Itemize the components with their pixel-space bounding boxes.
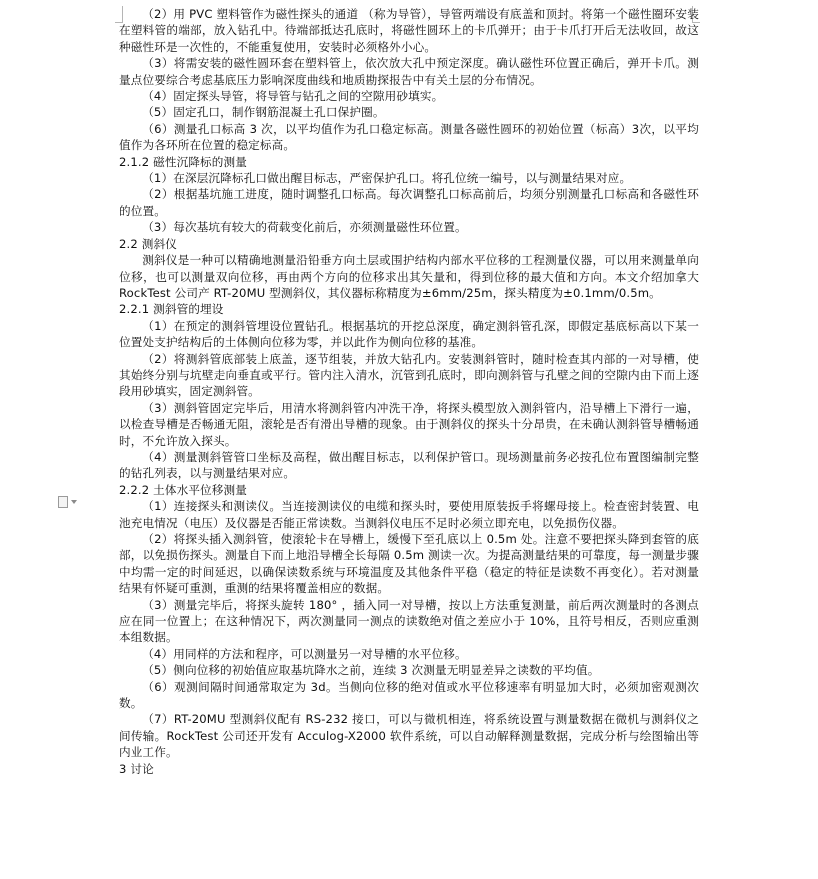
paragraph: （1）连接探头和测读仪。当连接测读仪的电缆和探头时，要使用原装扳手将螺母接上。检查密封装置、电池充电情况（电压）及仪器是否能正常读数。当测斜仪电压不足时必须立即充电，以免损伤仪器。 (119, 499, 699, 530)
paragraph: （3）测斜管固定完毕后，用清水将测斜管内冲洗干净，将探头模型放入测斜管内，沿导槽上下滑行一遍，以检查导槽是否畅通无阻，滚轮是否有滑出导槽的现象。由于测斜仪的探头十分昂贵，在未确认测斜管导槽畅通时，不允许放入探头。 (119, 400, 699, 448)
dropdown-arrow-icon[interactable] (71, 500, 77, 504)
section-heading: 3 讨论 (119, 761, 154, 776)
paragraph: （4）固定探头导管，将导管与钻孔之间的空隙用砂填实。 (142, 89, 444, 104)
paragraph: （2）将测斜管底部装上底盖，逐节组装，并放大钻孔内。安装测斜管时，随时检查其内部的一对导槽，使其始终分别与坑壁走向垂直或平行。管内注入清水，沉管到孔底时，即向测斜管与孔壁之间的空隙内由下而上逐段用砂填实，固定测斜管。 (119, 351, 699, 399)
paragraph: （1）在预定的测斜管埋设位置钻孔。根据基坑的开挖总深度，确定测斜管孔深，即假定基底标高以下某一位置处支护结构后的土体侧向位移为零，并以此作为侧向位移的基准。 (119, 318, 699, 350)
paragraph: （3）测量完毕后，将探头旋转 180° ，插入同一对导槽，按以上方法重复测量，前后两次测量时的各测点应在同一位置上；在这种情况下，两次测量同一测点的读数绝对值之差应小于 10%，且符号相反，否则应重测本组数据。 (119, 597, 699, 645)
paragraph: （7）RT-20MU 型测斜仪配有 RS-232 接口，可以与微机相连，将系统设置与测量数据在微机与测斜仪之间传输。RockTest 公司还开发有 Acculog-X2000 软件系统，可以自动解释测量数据，完成分析与绘图输出等内业工作。 (119, 712, 699, 760)
paragraph: （4）测量测斜管管口坐标及高程，做出醒目标志，以利保护管口。现场测量前务必按孔位布置图编制完整的钻孔列表，以与测量结果对应。 (119, 449, 699, 481)
document-body[interactable] (119, 6, 699, 777)
paragraph: （6）测量孔口标高 3 次，以平均值作为孔口稳定标高。测量各磁性圆环的初始位置（标高）3次，以平均值作为各环所在位置的稳定标高。 (119, 121, 699, 153)
section-heading: 2.2.1 测斜管的埋设 (119, 302, 224, 317)
section-heading: 2.2 测斜仪 (119, 236, 177, 251)
section-heading: 2.2.2 土体水平位移测量 (119, 482, 248, 497)
paragraph-options-marker[interactable] (58, 496, 77, 508)
paragraph: （2）用 PVC 塑料管作为磁性探头的通道 （称为导管），导管两端设有底盖和顶封。将第一个磁性圈环安装在塑料管的端部，放入钻孔中。待端部抵达孔底时，将磁性圆环上的卡爪弹开；由于卡爪打开后无法收回，故这种磁性环是一次性的，不能重复使用，安装时必须格外小心。 (119, 7, 699, 54)
paragraph: （1）在深层沉降标孔口做出醒目标志，严密保护孔口。将孔位统一编号，以与测量结果对应。 (142, 171, 632, 186)
paragraph-handle-icon[interactable] (58, 496, 68, 508)
paragraph: （2）根据基坑施工进度，随时调整孔口标高。每次调整孔口标高前后，均须分别测量孔口标高和各磁性环的位置。 (119, 187, 699, 218)
paragraph: （3）将需安装的磁性圆环套在塑料管上，依次放大孔中预定深度。确认磁性环位置正确后，弹开卡爪。测量点位要综合考虑基底压力影响深度曲线和地质勘探报告中有关土层的分布情况。 (119, 56, 699, 87)
paragraph: （6）观测间隔时间通常取定为 3d。当侧向位移的绝对值或水平位移速率有明显加大时，必须加密观测次数。 (119, 679, 699, 711)
paragraph: （4）用同样的方法和程序，可以测量另一对导槽的水平位移。 (142, 646, 467, 661)
section-heading: 2.1.2 磁性沉降标的测量 (119, 154, 248, 169)
paragraph: 测斜仪是一种可以精确地测量沿铅垂方向土层或围护结构内部水平位移的工程测量仪器，可以用来测量单向位移，也可以测量双向位移，再由两个方向的位移求出其矢量和，得到位移的最大值和方向。本文介绍加拿大 RockTest 公司产 RT-20MU 型测斜仪，其仪器标称精度为±6mm/25m，探头精度为±0.1mm/0.5m。 (119, 253, 699, 300)
paragraph: （3）每次基坑有较大的荷载变化前后，亦须测量磁性环位置。 (142, 220, 467, 235)
paragraph: （5）侧向位移的初始值应取基坑降水之前，连续 3 次测量无明显差异之读数的平均值。 (142, 663, 600, 678)
paragraph: （5）固定孔口，制作钢筋混凝土孔口保护圈。 (142, 105, 385, 120)
paragraph: （2）将探头插入测斜管，使滚轮卡在导槽上，缓慢下至孔底以上 0.5m 处。注意不要把探头降到套管的底部，以免损伤探头。测量自下而上地沿导槽全长每隔 0.5m 测读一次。为提高测量结果的可靠度，每一测量步骤中均需一定的时间延迟，以确保读数系统与环境温度及其他条件平稳（稳定的特征是读数不再变化）。若对测量结果有怀疑可重测，重测的结果将覆盖相应的数据。 (119, 532, 699, 596)
